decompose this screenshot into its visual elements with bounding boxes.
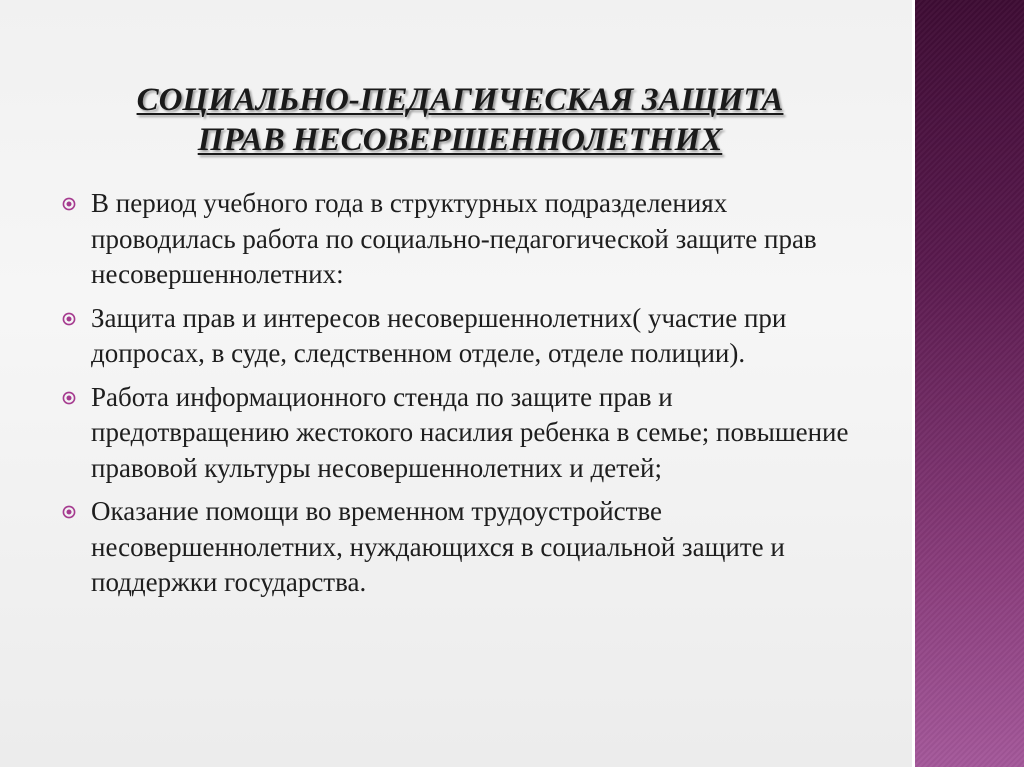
circled-dot-icon [62,505,76,519]
bullet-item [62,186,862,293]
slide-title-line-2: ПРАВ НЕСОВЕРШЕННОЛЕТНИХ [197,122,723,158]
bullet-item [62,301,862,372]
bullet-item [62,380,862,487]
circled-dot-icon [62,197,76,211]
bullet-text: Оказание помощи во временном трудоустройстве несовершеннолетних, нуждающихся в социальной защите и поддержки государства. [91,496,785,597]
bullet-item [62,494,862,601]
circled-dot-icon [62,391,76,405]
slide-title-line-1: СОЦИАЛЬНО-ПЕДАГИЧЕСКАЯ ЗАЩИТА [136,82,784,118]
bullet-text: Работа информационного стенда по защите прав и предотвращению жестокого насилия ребенка в семье; повышение правовой культуры несовершеннолетних и детей; [91,381,849,483]
circled-dot-icon [62,312,76,326]
bullet-list [62,186,862,609]
bullet-text: Защита прав и интересов несовершеннолетних( участие при допросах, в суде, следственном отделе, отделе полиции). [91,302,787,368]
decorative-side-bar [915,0,1024,767]
slide-title [40,80,880,160]
bullet-text: В период учебного года в структурных подразделениях проводилась работа по социально-педагогической защите прав несовершеннолетних: [91,188,817,289]
